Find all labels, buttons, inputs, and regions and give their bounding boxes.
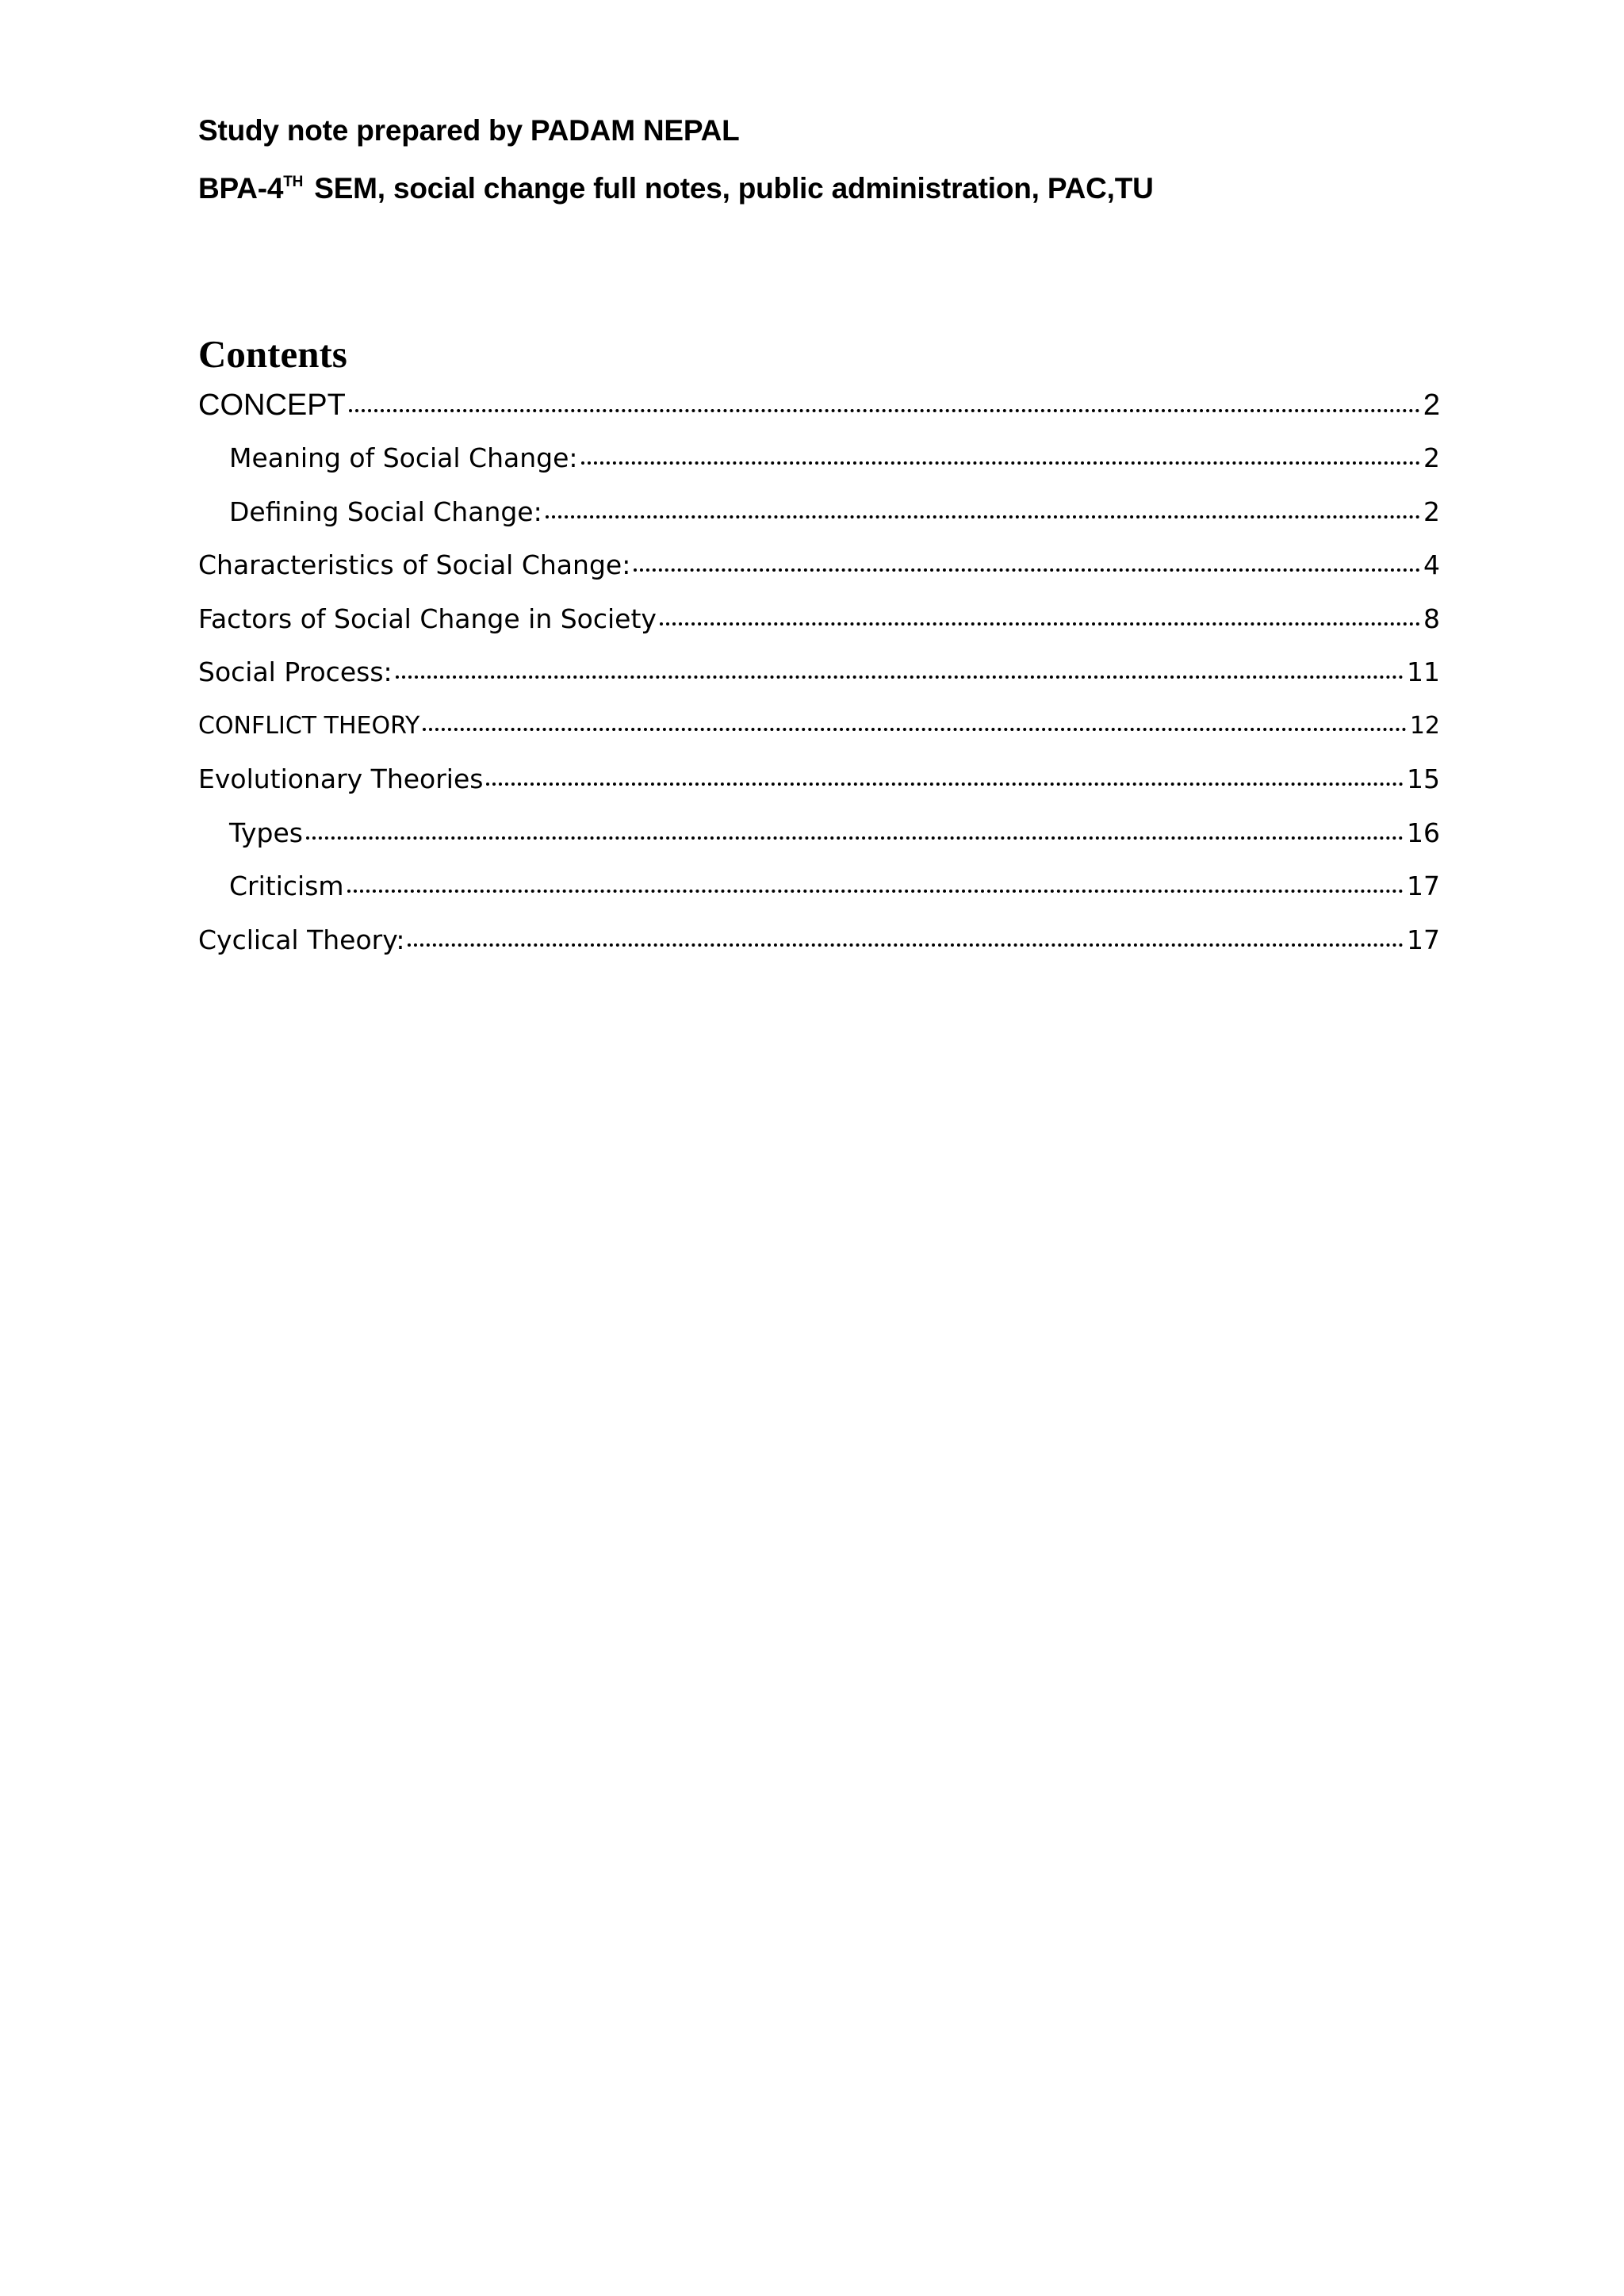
toc-entry-factors-of-social-change[interactable] (198, 600, 1440, 638)
course-line (198, 171, 1154, 206)
toc-entry-label: Evolutionary Theories (198, 763, 484, 794)
toc-page-number: 8 (1423, 603, 1440, 634)
toc-entry-label: CONCEPT (198, 388, 346, 422)
toc-entry-label: Factors of Social Change in Society (198, 603, 657, 634)
toc-dot-leader (660, 622, 1420, 626)
toc-page-number: 16 (1407, 817, 1440, 848)
toc-entry-label: Characteristics of Social Change: (198, 549, 631, 580)
course-description: SEM, social change full notes, public administration, PAC,TU (314, 172, 1154, 205)
toc-entry-label: Meaning of Social Change: (229, 442, 578, 473)
toc-dot-leader (634, 568, 1420, 572)
toc-dot-leader (486, 783, 1404, 786)
toc-page-number: 4 (1423, 549, 1440, 580)
toc-entry-label: CONFLICT THEORY (198, 712, 420, 740)
toc-dot-leader (408, 943, 1404, 947)
toc-page-number: 17 (1407, 924, 1440, 955)
toc-page-number: 2 (1423, 388, 1440, 422)
toc-page-number: 2 (1423, 496, 1440, 527)
contents-heading: Contents (198, 332, 347, 376)
course-superscript: TH (283, 174, 304, 190)
toc-entry-cyclical-theory[interactable] (198, 921, 1440, 959)
toc-dot-leader (581, 461, 1420, 465)
toc-dot-leader (423, 728, 1406, 731)
toc-dot-leader (546, 515, 1420, 519)
toc-entry-concept[interactable] (198, 386, 1440, 424)
author-line (198, 113, 740, 148)
toc-page-number: 11 (1407, 656, 1440, 687)
toc-entry-characteristics-of-social-change[interactable] (198, 546, 1440, 584)
toc-dot-leader (347, 890, 1404, 893)
toc-dot-leader (349, 409, 1420, 412)
toc-entry-types[interactable] (229, 814, 1440, 852)
toc-entry-label: Social Process: (198, 656, 393, 687)
toc-dot-leader (396, 675, 1404, 679)
toc-entry-conflict-theory[interactable] (198, 707, 1440, 745)
author-line-text: Study note prepared by PADAM NEPAL (198, 114, 740, 147)
toc-entry-label: Types (229, 817, 303, 848)
toc-page-number: 17 (1407, 871, 1440, 901)
toc-entry-evolutionary-theories[interactable] (198, 760, 1440, 798)
course-code: BPA-4 (198, 172, 284, 205)
toc-page-number: 12 (1409, 712, 1440, 740)
toc-dot-leader (306, 836, 1404, 840)
toc-page-number: 15 (1407, 763, 1440, 794)
toc-entry-defining-social-change[interactable] (229, 493, 1440, 531)
toc-entry-social-process[interactable] (198, 653, 1440, 691)
toc-entry-criticism[interactable] (229, 867, 1440, 905)
toc-entry-label: Cyclical Theory: (198, 924, 405, 955)
toc-entry-label: Defining Social Change: (229, 496, 542, 527)
toc-entry-meaning-of-social-change[interactable] (229, 439, 1440, 477)
toc-entry-label: Criticism (229, 871, 344, 901)
toc-page-number: 2 (1423, 442, 1440, 473)
